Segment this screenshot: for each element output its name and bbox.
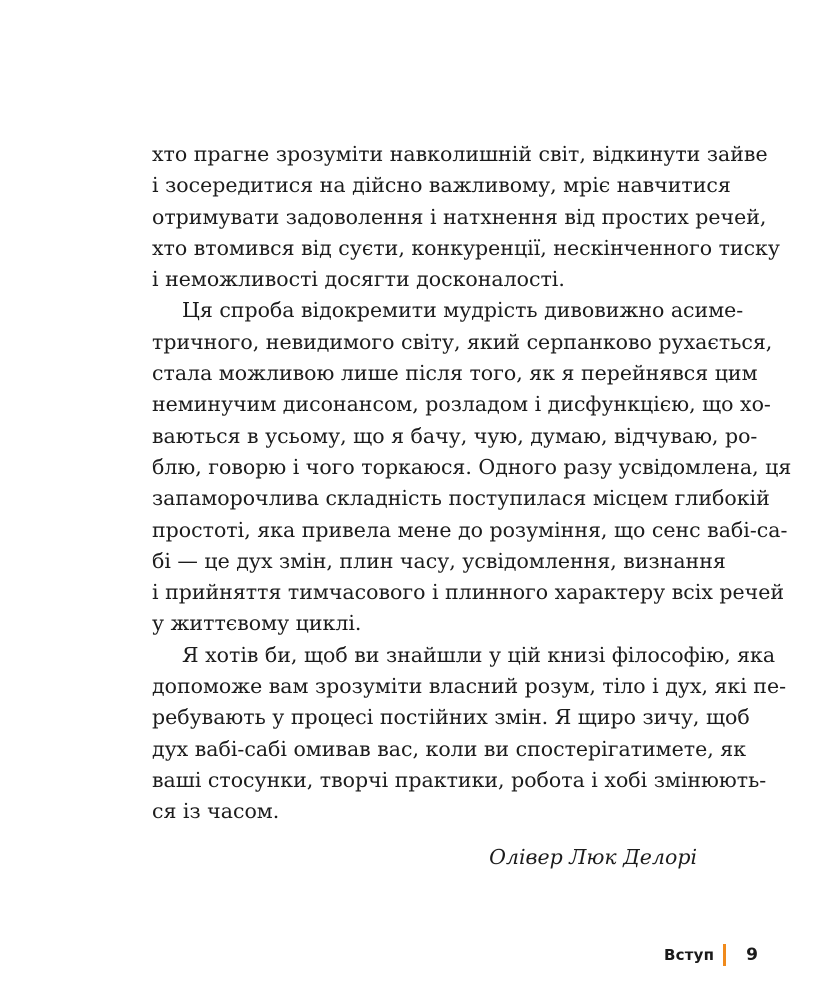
text-line: хто прагне зрозуміти навколишній світ, відкинути зайве (152, 142, 768, 166)
text-line: стала можливою лише після того, як я перейнявся цим (152, 361, 758, 386)
footer-divider (723, 944, 726, 966)
author-signature: Олівер Люк Делорі (489, 845, 697, 869)
text-line: Ця спроба відокремити мудрість дивовижно асиме- (182, 298, 744, 323)
text-line: ваші стосунки, творчі практики, робота і хобі змінюють- (152, 767, 767, 792)
text-line: ся із часом. (152, 799, 280, 824)
paragraph (152, 139, 780, 295)
text-line: хто втомився від суєти, конкуренції, нескінченного тиску (152, 235, 780, 260)
text-line: і прийняття тимчасового і плинного характеру всіх речей (152, 580, 785, 605)
paragraph (152, 295, 792, 639)
paragraph (152, 640, 787, 828)
text-line: Я хотів би, щоб ви знайшли у цій книзі філософію, яка (182, 642, 776, 667)
text-line: тричного, невидимого світу, який серпанково рухається, (152, 329, 773, 354)
text-line: ваються в усьому, що я бачу, чую, думаю, відчуваю, ро- (152, 423, 758, 448)
text-line: у життєвому циклі. (152, 611, 362, 636)
text-line: неминучим дисонансом, розладом і дисфункцією, що хо- (152, 392, 771, 417)
text-line: ребувають у процесі постійних змін. Я щиро зичу, щоб (152, 705, 750, 730)
page-footer (664, 940, 758, 970)
text-line: допоможе вам зрозуміти власний розум, тіло і дух, які пе- (152, 674, 787, 699)
body-text (152, 139, 792, 828)
text-line: бі — це дух змін, плин часу, усвідомлення, визнання (152, 548, 726, 573)
page-number: 9 (746, 945, 758, 965)
text-line: і неможливості досягти досконалості. (152, 267, 565, 292)
running-footer-section: Вступ (663, 946, 715, 964)
text-line: блю, говорю і чого торкаюся. Одного разу усвідомлена, ця (152, 454, 792, 479)
text-line: і зосередитися на дійсно важливому, мріє навчитися (152, 173, 731, 198)
text-line: запаморочлива складність поступилася місцем глибокій (152, 486, 770, 511)
text-line: дух вабі-сабі омивав вас, коли ви спостерігатимете, як (152, 736, 747, 761)
text-line: простоті, яка привела мене до розуміння, що сенс вабі-са- (152, 517, 788, 542)
text-line: отримувати задоволення і натхнення від простих речей, (152, 204, 767, 229)
